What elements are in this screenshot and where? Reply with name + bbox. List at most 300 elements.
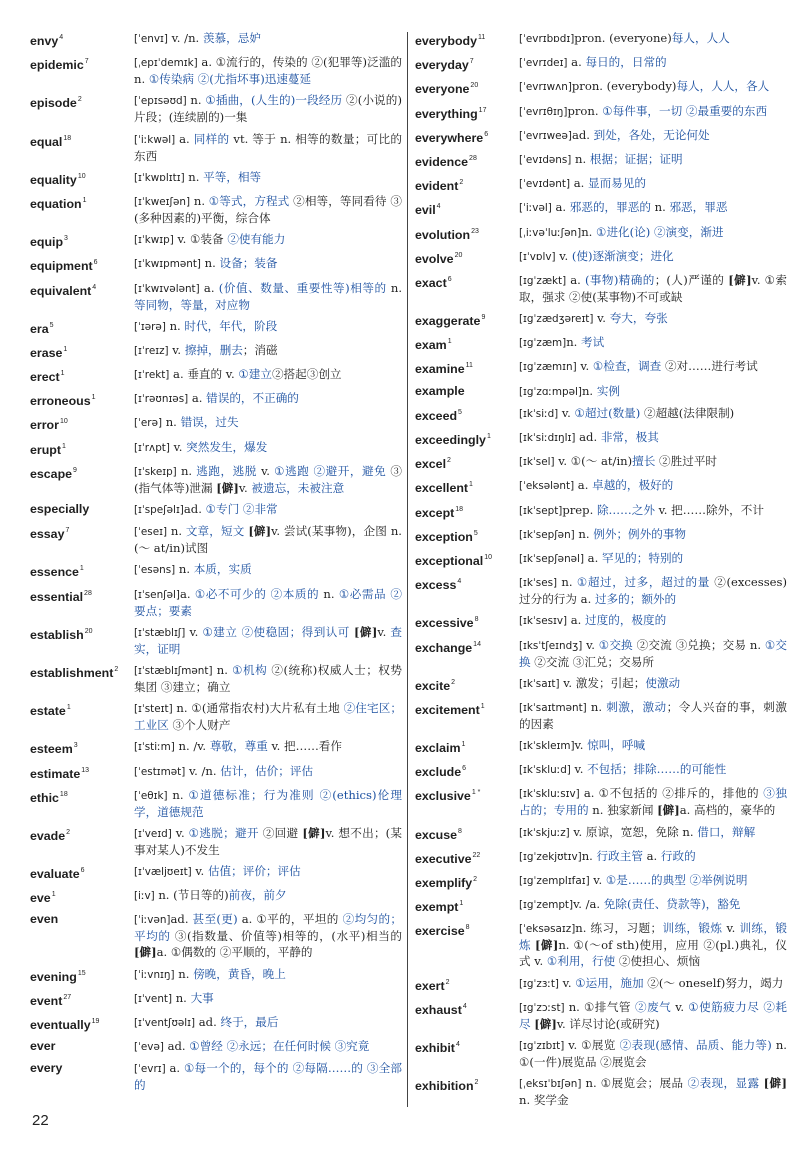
headword xyxy=(415,896,519,915)
headword xyxy=(415,248,519,267)
headword-text: everyday xyxy=(415,58,469,73)
definition xyxy=(134,787,402,820)
definition xyxy=(134,169,402,188)
key-meaning: ①等式，方程式 xyxy=(208,193,290,208)
definition-text: n. xyxy=(581,848,597,863)
definition xyxy=(519,872,787,891)
definition xyxy=(134,863,402,882)
definition-text: ②(小说的)片段；(连续剧的)一集 xyxy=(134,93,402,125)
dictionary-entry xyxy=(30,966,402,985)
phonetic: [ˈeθɪk] xyxy=(134,789,168,802)
key-meaning: ②(ethics)伦理学，道德规范 xyxy=(134,787,402,819)
headword xyxy=(415,224,519,243)
headword xyxy=(415,405,519,424)
definition-text: a. ①平的，平坦的 xyxy=(237,912,343,927)
frequency-count: 6 xyxy=(484,130,489,138)
frequency-count: 2 xyxy=(447,457,451,465)
headword xyxy=(415,675,519,694)
phonetic: [ɪgˈzædʒəreɪt] xyxy=(519,313,594,326)
headword-text: equivalent xyxy=(30,283,92,298)
dictionary-entry xyxy=(415,612,787,631)
definition-text: v. xyxy=(191,864,208,879)
headword xyxy=(415,127,519,146)
headword xyxy=(30,255,134,274)
definition-text: ；消磁 xyxy=(242,342,278,357)
definition-text: ；(人)严谨的 xyxy=(654,272,729,287)
phonetic: [ɪˈsenʃəl] xyxy=(134,588,180,601)
key-meaning: 例外；例外的事物 xyxy=(593,526,687,541)
headword xyxy=(30,390,134,409)
frequency-count: 22 xyxy=(472,851,481,859)
definition xyxy=(134,1038,402,1055)
phonetic: [ɪkˈsesɪv] xyxy=(519,615,568,628)
definition-text: ad. xyxy=(170,912,193,927)
definition xyxy=(519,383,787,400)
rare-usage-tag: [僻] xyxy=(134,945,157,960)
headword-text: exclude xyxy=(415,765,462,780)
headword-text: essential xyxy=(30,589,84,604)
headword xyxy=(415,199,519,218)
phonetic: [ˌiːvəˈluːʃən] xyxy=(519,226,582,239)
dictionary-entry xyxy=(415,151,787,170)
dictionary-entry xyxy=(415,453,787,472)
dictionary-entry xyxy=(30,390,402,409)
headword xyxy=(415,612,519,631)
phonetic: [ɪˈrʌpt] xyxy=(134,441,170,454)
dictionary-entry xyxy=(30,342,402,361)
definition-text: a. xyxy=(199,280,219,295)
definition-text: ②超越(法律限制) xyxy=(640,405,735,420)
headword xyxy=(30,193,134,226)
frequency-count: 1 * xyxy=(471,789,481,797)
definition-text: a. xyxy=(570,176,588,191)
frequency-count: 20 xyxy=(470,82,479,90)
frequency-count: 1 xyxy=(79,565,84,573)
dictionary-entry xyxy=(415,737,787,756)
definition-text: v. xyxy=(582,637,599,652)
definition-text: a. ①流行的，传染的 ②(犯罪等)泛滥的 n. xyxy=(134,55,402,87)
definition-text: a. xyxy=(165,1061,184,1076)
definition-text: v. 激发；引起； xyxy=(559,675,646,690)
key-meaning: ①建立 ②使稳固；得到认可 xyxy=(202,624,350,639)
dictionary-entry xyxy=(30,763,402,782)
definition-text: n. 奖学金 xyxy=(519,1093,569,1108)
definition xyxy=(134,501,402,518)
definition-text: n. xyxy=(581,224,597,239)
headword-text: exclaim xyxy=(415,741,461,756)
definition-text: v. xyxy=(168,342,185,357)
key-meaning: 借口，辩解 xyxy=(697,824,756,839)
headword xyxy=(415,272,519,305)
definition-text: n. ①(～of sth)使用，应用 ②(pl.)典礼，仪式 v. xyxy=(519,938,787,969)
frequency-count: 1 xyxy=(469,481,473,489)
frequency-count: 14 xyxy=(473,640,481,648)
frequency-count: 2 xyxy=(445,978,450,986)
definition-text: ②搭起③创立 xyxy=(271,367,342,382)
key-meaning: 到处，各处，无论何处 xyxy=(593,127,710,142)
headword-text: escape xyxy=(30,466,73,481)
rare-usage-tag: [僻] xyxy=(728,272,752,287)
frequency-count: 8 xyxy=(465,924,470,932)
definition-text: v. xyxy=(555,248,572,263)
frequency-count: 3 xyxy=(64,235,68,243)
definition xyxy=(134,1014,402,1033)
dictionary-entry xyxy=(30,231,402,250)
headword xyxy=(415,78,519,97)
phonetic: [ˈeksəsaɪz] xyxy=(519,923,576,936)
headword xyxy=(30,624,134,657)
key-meaning: 估计，估价；评估 xyxy=(220,763,314,778)
definition-text: ②相等，等同看待 ③(多种因素的)平衡，综合体 xyxy=(134,193,402,225)
dictionary-entry xyxy=(415,429,787,448)
phonetic: [ˈiːkwəl] xyxy=(134,133,176,146)
definition-text: v. xyxy=(570,762,588,777)
definition xyxy=(519,30,787,49)
definition-text: ③(指数量、价值等)相等的，(水平)相当的 xyxy=(170,929,402,944)
rare-usage-tag: [僻] xyxy=(302,825,326,840)
headword xyxy=(30,463,134,496)
definition-text: v. ①索取，强求 ②使(某事物)不可或缺 xyxy=(519,272,788,304)
definition-text: vt. 等于 n. 相等的数量；可比的东西 xyxy=(134,131,402,163)
key-meaning: ①曾经 ②永远；在任何时候 ③究竟 xyxy=(189,1039,370,1054)
definition-text: ③(指气体等)泄漏 xyxy=(134,463,402,495)
definition-text: n. xyxy=(176,463,197,478)
frequency-count: 28 xyxy=(84,589,92,597)
headword-text: executive xyxy=(415,851,472,866)
headword xyxy=(30,966,134,985)
definition-text: a. xyxy=(567,613,586,628)
dictionary-entry xyxy=(415,199,787,218)
definition xyxy=(519,405,787,424)
headword xyxy=(415,151,519,170)
definition-text: ②交流 ③汇兑；交易所 xyxy=(530,654,654,669)
headword xyxy=(30,169,134,188)
frequency-count: 27 xyxy=(63,993,72,1001)
definition-text: ②回避 xyxy=(258,825,303,840)
headword xyxy=(415,526,519,545)
headword-text: exception xyxy=(415,529,473,544)
definition-text: a. ①偶数的 ②平顺的，平静的 xyxy=(156,945,313,960)
phonetic: [iːv] xyxy=(134,890,155,903)
definition xyxy=(134,193,402,226)
definition-text: n. xyxy=(186,93,206,108)
headword xyxy=(415,574,519,607)
definition-text: v. 把……除外，不计 xyxy=(654,502,764,517)
definition xyxy=(134,662,402,695)
frequency-count: 7 xyxy=(65,527,70,535)
dictionary-entry xyxy=(415,896,787,915)
headword-text: exclusive xyxy=(415,789,471,804)
definition xyxy=(134,990,402,1009)
key-meaning: 大事 xyxy=(190,990,214,1005)
definition xyxy=(519,1037,787,1070)
definition-text: n. xyxy=(172,990,191,1005)
phonetic: [ɪkˈsepʃənəl] xyxy=(519,552,584,565)
definition xyxy=(519,848,787,867)
phonetic: [ɪˈkweɪʃən] xyxy=(134,195,191,208)
definition-text: a. xyxy=(567,55,586,70)
definition xyxy=(519,54,787,73)
headword-text: exhibition xyxy=(415,1079,474,1094)
frequency-count: 1 xyxy=(82,196,87,204)
phonetic: [ɪkˈsaɪt] xyxy=(519,677,560,690)
frequency-count: 9 xyxy=(481,314,486,322)
definition-text: v. xyxy=(576,359,593,374)
headword-text: examine xyxy=(415,362,465,377)
dictionary-entry xyxy=(415,127,787,146)
headword-text: exercise xyxy=(415,924,465,939)
dictionary-entry xyxy=(415,502,787,521)
dictionary-entry xyxy=(30,787,402,820)
frequency-count: 19 xyxy=(91,1018,100,1025)
frequency-count: 10 xyxy=(484,553,492,561)
phonetic: [ɪˈveɪd] xyxy=(134,827,172,840)
key-meaning: 不包括；排除……的可能性 xyxy=(587,762,727,777)
phonetic: [ˈiːvnɪŋ] xyxy=(134,968,175,981)
dictionary-entry xyxy=(415,310,787,329)
left-column xyxy=(30,30,402,1099)
key-meaning: 甚至(更) xyxy=(192,912,238,927)
definition-text: n. xyxy=(386,280,403,295)
definition xyxy=(519,574,787,607)
headword xyxy=(415,383,519,400)
frequency-count: 1 xyxy=(91,394,96,402)
definition-text: v. xyxy=(238,480,252,495)
definition xyxy=(519,477,787,496)
frequency-count: 20 xyxy=(84,627,93,635)
key-meaning: 非常，极其 xyxy=(600,430,659,444)
phonetic: [ˈevrɪwʌn] xyxy=(519,81,572,94)
phonetic: [ˌepɪˈdemɪk] xyxy=(134,57,198,70)
headword xyxy=(30,501,134,518)
dictionary-entry xyxy=(30,990,402,1009)
key-meaning: ①必需品 ②要点；要素 xyxy=(134,586,402,618)
headword-text: ethic xyxy=(30,790,59,805)
definition-text: n. xyxy=(190,193,209,208)
key-meaning: 每人，人人 xyxy=(671,31,730,45)
key-meaning: 每日的，日常的 xyxy=(585,55,667,70)
definition-text: v. /n. xyxy=(185,763,221,778)
phonetic: [ɪˈvæljʊeɪt] xyxy=(134,866,192,879)
definition xyxy=(519,453,787,472)
headword-text: excellent xyxy=(415,481,469,496)
key-meaning: ①是……的典型 ②举例说明 xyxy=(605,873,748,887)
key-meaning: ①机构 xyxy=(232,662,268,677)
key-meaning: ①检查，调查 xyxy=(592,359,662,374)
headword xyxy=(30,439,134,458)
headword xyxy=(415,699,519,732)
dictionary-entry xyxy=(415,405,787,424)
frequency-count: 8 xyxy=(458,827,462,835)
headword xyxy=(415,1037,519,1070)
key-meaning: ①传染病 ②(尤指坏事)迅速蔓延 xyxy=(148,72,312,87)
definition xyxy=(519,103,787,122)
key-meaning: ②住宅区；工业区 xyxy=(134,701,402,733)
phonetic: [ɪkˈskluːd] xyxy=(519,764,571,777)
phonetic: [ɪˈkwɒlɪtɪ] xyxy=(134,171,185,184)
definition xyxy=(134,586,402,619)
definition-text: n. xyxy=(574,526,594,541)
phonetic: [ˈevrɪ] xyxy=(134,1063,166,1076)
phonetic: [ɪgˈzæm] xyxy=(519,337,567,350)
frequency-count: 18 xyxy=(455,505,464,513)
definition-text: a. xyxy=(551,200,570,215)
dictionary-entry xyxy=(415,175,787,194)
dictionary-entry xyxy=(30,523,402,556)
headword-text: erect xyxy=(30,370,60,385)
definition-text: ②交流 ③兑换；交易 n. xyxy=(632,637,765,652)
key-meaning: ①专门 ②非常 xyxy=(205,502,278,516)
dictionary-entry xyxy=(415,54,787,73)
phonetic: [ˈevrɪbɒdɪ] xyxy=(519,33,575,45)
rare-usage-tag: [僻] xyxy=(763,1076,787,1091)
frequency-count: 5 xyxy=(473,529,478,537)
key-meaning: 等同物，等量，对应物 xyxy=(134,297,250,312)
phonetic: [ɪgˈzempt] xyxy=(519,899,574,912)
definition xyxy=(134,966,402,985)
definition xyxy=(519,675,787,694)
headword-text: episode xyxy=(30,96,77,111)
frequency-count: 2 xyxy=(451,678,456,686)
dictionary-entry xyxy=(30,1060,402,1093)
frequency-count: 23 xyxy=(471,227,479,235)
headword-text: equal xyxy=(30,134,63,149)
key-meaning: ①每一个的，每个的 ②每隔……的 ③全部的 xyxy=(134,1061,403,1093)
headword xyxy=(415,824,519,843)
definition xyxy=(519,334,787,353)
headword xyxy=(30,662,134,695)
definition-text: n. xyxy=(184,169,204,184)
definition-text: n. xyxy=(557,575,577,590)
definition xyxy=(519,429,787,448)
dictionary-entry xyxy=(415,785,787,818)
definition xyxy=(519,920,787,969)
key-meaning: 卓越的，极好的 xyxy=(592,478,674,493)
frequency-count: 1 xyxy=(66,704,71,712)
frequency-count: 28 xyxy=(469,154,477,162)
rare-usage-tag: [僻] xyxy=(353,624,378,639)
phonetic: [ɪkˈskleɪm] xyxy=(519,740,575,753)
key-meaning: 前夜，前夕 xyxy=(228,888,287,903)
key-meaning: 免除(责任、贷款等)，豁免 xyxy=(603,897,741,912)
dictionary-entry xyxy=(415,848,787,867)
phonetic: [ɪgˈzæmɪn] xyxy=(519,361,577,374)
headword xyxy=(415,453,519,472)
headword xyxy=(415,761,519,780)
headword-text: exhaust xyxy=(415,1002,462,1017)
headword-text: estimate xyxy=(30,766,81,781)
headword xyxy=(30,92,134,125)
phonetic: [ɪˈkwɪpmənt] xyxy=(134,258,201,271)
phonetic: [ɪgˈzekjʊtɪv] xyxy=(519,850,582,863)
definition-text: n. xyxy=(174,966,194,981)
frequency-count: 1 xyxy=(486,433,491,440)
headword-text: event xyxy=(30,993,63,1008)
frequency-count: 10 xyxy=(59,418,68,426)
headword xyxy=(415,637,519,670)
frequency-count: 7 xyxy=(469,58,474,66)
key-meaning: 设备；装备 xyxy=(219,256,278,271)
headword-text: establishment xyxy=(30,665,114,680)
definition xyxy=(134,390,402,409)
key-meaning: ①每件事，一切 ②最重要的东西 xyxy=(602,103,768,118)
definition xyxy=(519,612,787,631)
headword-text: exemplify xyxy=(415,876,473,890)
dictionary-entry xyxy=(30,561,402,580)
phonetic: [ɪˈreɪz] xyxy=(134,344,169,357)
key-meaning: 罕见的；特别的 xyxy=(601,550,684,565)
headword-text: evolve xyxy=(415,251,454,266)
headword-text: excite xyxy=(415,678,451,693)
definition xyxy=(134,54,402,87)
definition xyxy=(519,999,787,1032)
headword xyxy=(30,887,134,906)
definition xyxy=(519,550,787,569)
phonetic: [ɪˈvent] xyxy=(134,992,173,1005)
dictionary-entry xyxy=(30,863,402,882)
headword-text: everything xyxy=(415,106,478,121)
frequency-count: 11 xyxy=(477,34,486,41)
frequency-count: 4 xyxy=(457,578,462,586)
definition xyxy=(134,414,402,433)
definition-text: n. (节日等的) xyxy=(154,888,229,903)
phonetic: [ɪkˈsiːd] xyxy=(519,407,559,420)
headword-text: eve xyxy=(30,891,51,906)
key-meaning: 夸大，夸张 xyxy=(609,311,668,326)
key-meaning: ①道德标准；行为准则 xyxy=(188,787,315,802)
dictionary-entry xyxy=(415,920,787,969)
frequency-count: 5 xyxy=(49,321,54,329)
definition-text: n. xyxy=(586,699,607,714)
headword xyxy=(415,477,519,496)
definition-text: ad. xyxy=(575,430,601,444)
dictionary-entry xyxy=(415,358,787,377)
definition xyxy=(134,280,402,313)
key-meaning: 显而易见的 xyxy=(587,176,646,191)
definition-text: n. xyxy=(200,256,220,271)
dictionary-entry xyxy=(30,463,402,496)
phonetic: [ɪgˈzɪbɪt] xyxy=(519,1039,565,1052)
phonetic: [ˈevɪdəns] xyxy=(519,153,572,166)
frequency-count: 9 xyxy=(73,466,77,474)
definition-text: ③个人财产 xyxy=(168,718,231,733)
definition-text: a. xyxy=(175,131,194,146)
frequency-count: 2 xyxy=(66,828,71,836)
key-meaning: 终于，最后 xyxy=(220,1015,279,1029)
definition xyxy=(519,1075,787,1108)
dictionary-entry xyxy=(30,131,402,164)
headword xyxy=(30,131,134,164)
dictionary-entry xyxy=(30,54,402,87)
key-meaning: 每人，人人，各人 xyxy=(676,79,770,94)
frequency-count: 10 xyxy=(77,172,86,180)
definition xyxy=(134,318,402,337)
headword xyxy=(30,523,134,556)
frequency-count: 5 xyxy=(458,408,462,416)
phonetic: [ɪˈvɒlv] xyxy=(519,250,556,263)
headword-text: essence xyxy=(30,565,79,580)
headword-text: equality xyxy=(30,172,77,187)
headword xyxy=(30,342,134,361)
dictionary-entry xyxy=(30,366,402,385)
definition-text: v. ①装备 xyxy=(173,232,228,247)
phonetic: [ˈiːvəl] xyxy=(519,202,552,215)
phonetic: [ɪˈsteɪt] xyxy=(134,703,173,716)
key-meaning: 同样的 xyxy=(193,131,230,146)
headword xyxy=(30,787,134,820)
definition-text: ②胜过平时 xyxy=(655,454,718,469)
definition xyxy=(519,526,787,545)
